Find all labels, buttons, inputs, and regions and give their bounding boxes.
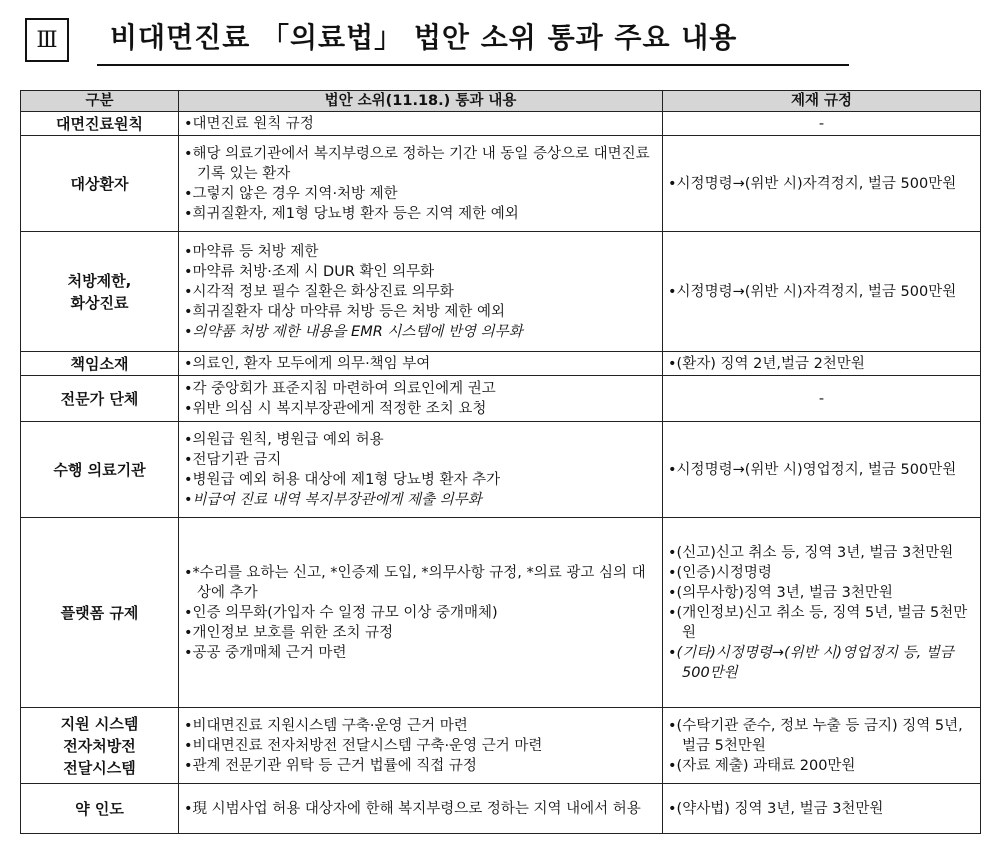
sanction-item: •(신고)신고 취소 등, 징역 3년, 벌금 3천만원 <box>668 544 954 561</box>
content-item: •공공 중개매체 근거 마련 <box>184 644 347 661</box>
content-item: •비대면진료 전자처방전 전달시스템 구축·운영 근거 마련 <box>184 737 543 754</box>
sanction-item: •(인증)시정명령 <box>668 564 772 581</box>
category-line: 책임소재 <box>70 354 129 373</box>
row-sanction <box>663 232 981 352</box>
table-row <box>21 376 981 422</box>
sanction-item: - <box>818 390 825 407</box>
row-content <box>179 376 663 422</box>
sanction-item: •시정명령→(위반 시)자격정지, 벌금 500만원 <box>668 175 957 192</box>
sanction-item: - <box>818 115 825 132</box>
row-category <box>21 136 179 232</box>
content-item: •의료인, 환자 모두에게 의무·책임 부여 <box>184 355 431 372</box>
title-underline <box>97 64 849 66</box>
content-item: •마약류 등 처방 제한 <box>184 243 319 260</box>
sanction-item: •(개인정보)신고 취소 등, 징역 5년, 벌금 5천만원 <box>668 604 968 641</box>
content-item: •인증 의무화(가입자 수 일정 규모 이상 중개매체) <box>184 604 498 621</box>
content-item: •희귀질환자 대상 마약류 처방 등은 처방 제한 예외 <box>184 303 505 320</box>
content-item: •대면진료 원칙 규정 <box>184 115 314 132</box>
row-content <box>179 136 663 232</box>
category-line: 대상환자 <box>70 174 129 193</box>
table-row <box>21 136 981 232</box>
section-number-box: Ⅲ <box>25 18 69 62</box>
row-content <box>179 112 663 136</box>
content-item: •관계 전문기관 위탁 등 근거 법률에 직접 규정 <box>184 757 477 774</box>
row-content <box>179 422 663 518</box>
sanction-item: •(환자) 징역 2년,벌금 2천만원 <box>668 355 865 372</box>
sanction-item: •(의무사항)징역 3년, 벌금 3천만원 <box>668 584 893 601</box>
category-line: 약 인도 <box>75 799 124 818</box>
row-sanction <box>663 708 981 784</box>
row-content <box>179 784 663 834</box>
page-header <box>0 0 1000 86</box>
sanction-item: •시정명령→(위반 시)자격정지, 벌금 500만원 <box>668 283 957 300</box>
header-content: 법안 소위(11.18.) 통과 내용 <box>179 91 663 112</box>
table-row <box>21 518 981 708</box>
table-row <box>21 422 981 518</box>
category-line: 대면진료원칙 <box>56 114 143 133</box>
row-content <box>179 708 663 784</box>
row-sanction <box>663 376 981 422</box>
header-category: 구분 <box>21 91 179 112</box>
row-category <box>21 422 179 518</box>
category-line: 처방제한, <box>67 271 132 290</box>
content-item: •해당 의료기관에서 복지부령으로 정하는 기간 내 동일 증상으로 대면진료 기록 있는 환자 <box>184 145 650 182</box>
table-row <box>21 232 981 352</box>
sanction-item: •(수탁기관 준수, 정보 누출 등 금지) 징역 5년, 벌금 5천만원 <box>668 717 963 754</box>
category-line: 전문가 단체 <box>60 389 139 408</box>
row-category <box>21 708 179 784</box>
row-sanction <box>663 422 981 518</box>
content-item: •개인정보 보호를 위한 조치 규정 <box>184 624 394 641</box>
content-item: •위반 의심 시 복지부장관에게 적정한 조치 요청 <box>184 400 487 417</box>
row-sanction <box>663 136 981 232</box>
row-category <box>21 352 179 376</box>
row-sanction <box>663 352 981 376</box>
content-item: •비대면진료 지원시스템 구축·운영 근거 마련 <box>184 717 468 734</box>
table-row <box>21 352 981 376</box>
content-item: •現 시범사업 허용 대상자에 한해 복지부령으로 정하는 지역 내에서 허용 <box>184 800 641 817</box>
content-item: •*수리를 요하는 신고, *인증제 도입, *의무사항 규정, *의료 광고 심의 대상에 추가 <box>184 564 646 601</box>
category-line: 수행 의료기관 <box>53 460 146 479</box>
row-category <box>21 112 179 136</box>
sanction-item: •(기타)시정명령→(위반 시)영업정지 등, 벌금 500만원 <box>668 644 954 681</box>
content-item: •희귀질환자, 제1형 당뇨병 환자 등은 지역 제한 예외 <box>184 205 519 222</box>
content-item: •의약품 처방 제한 내용을 EMR 시스템에 반영 의무화 <box>184 323 523 340</box>
row-category <box>21 232 179 352</box>
content-item: •시각적 정보 필수 질환은 화상진료 의무화 <box>184 283 454 300</box>
category-line: 플랫폼 규제 <box>60 603 139 622</box>
table-row <box>21 708 981 784</box>
row-sanction <box>663 518 981 708</box>
row-category <box>21 784 179 834</box>
table-row <box>21 112 981 136</box>
content-item: •그렇지 않은 경우 지역·처방 제한 <box>184 185 398 202</box>
category-line: 화상진료 <box>70 293 129 312</box>
sanction-item: •시정명령→(위반 시)영업정지, 벌금 500만원 <box>668 461 957 478</box>
table-header-row <box>21 91 981 112</box>
header-sanction: 제재 규정 <box>663 91 981 112</box>
content-item: •의원급 원칙, 병원급 예외 허용 <box>184 431 384 448</box>
row-content <box>179 232 663 352</box>
row-sanction <box>663 784 981 834</box>
content-item: •비급여 진료 내역 복지부장관에게 제출 의무화 <box>184 491 482 508</box>
summary-table <box>20 90 981 834</box>
content-item: •전담기관 금지 <box>184 451 282 468</box>
table-row <box>21 784 981 834</box>
content-item: •마약류 처방·조제 시 DUR 확인 의무화 <box>184 263 435 280</box>
row-sanction <box>663 112 981 136</box>
content-item: •각 중앙회가 표준지침 마련하여 의료인에게 권고 <box>184 380 496 397</box>
content-item: •병원급 예외 허용 대상에 제1형 당뇨병 환자 추가 <box>184 471 501 488</box>
sanction-item: •(자료 제출) 과태료 200만원 <box>668 757 856 774</box>
category-line: 지원 시스템 <box>60 714 139 733</box>
row-content <box>179 518 663 708</box>
row-category <box>21 518 179 708</box>
category-line: 전달시스템 <box>63 758 136 777</box>
category-line: 전자처방전 <box>63 736 136 755</box>
sanction-item: •(약사법) 징역 3년, 벌금 3천만원 <box>668 800 884 817</box>
page-title: 비대면진료 「의료법」 법안 소위 통과 주요 내용 <box>110 21 738 54</box>
row-category <box>21 376 179 422</box>
row-content <box>179 352 663 376</box>
